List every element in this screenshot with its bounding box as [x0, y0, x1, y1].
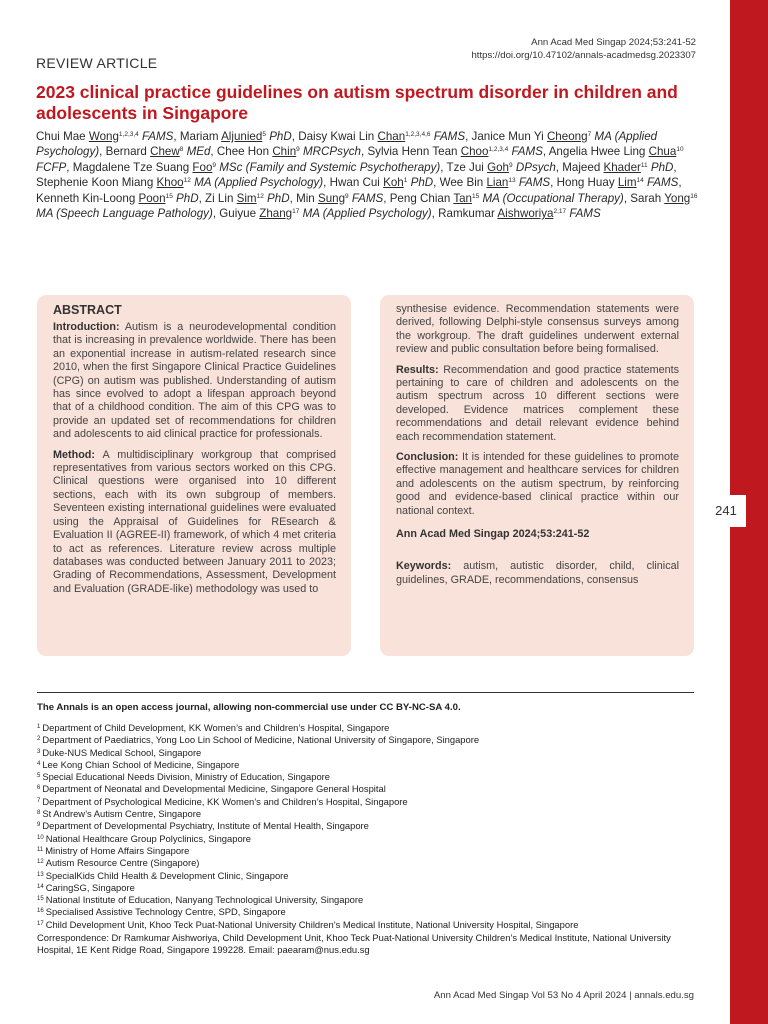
author-surname[interactable]: Chew: [150, 145, 180, 159]
author-degree: FAMS: [643, 176, 679, 190]
affiliation-item: [37, 734, 697, 746]
author-degree: MEd: [183, 145, 211, 159]
author-affiliation-ref: 9: [345, 192, 349, 200]
method-label: Method:: [53, 448, 95, 461]
author-entry: [298, 130, 465, 143]
author-degree: FAMS: [566, 207, 601, 221]
author-entry: [36, 130, 173, 143]
author-affiliation-ref: 16: [690, 192, 698, 200]
affiliation-number: 2: [37, 736, 41, 743]
introduction-text: Autism is a neurodevelopmental condition that is increasing in prevalence worldwide. There has been an exponential increase in autism-related research since 2010, when the first Singapore Clinical Practice Guidelines (CPG) on autism was published. Understanding of autism has since evolved to adopt a lifespan approach beyond that of a childhood condition. The aim of this CPG was to provide an updated set of recommendations for children and adolescents to aid clinical practice for professionals.: [53, 321, 337, 441]
author-affiliation-ref: 10: [676, 146, 684, 154]
abstract-introduction: [53, 321, 336, 442]
author-surname[interactable]: Wong: [88, 130, 119, 143]
affiliation-text: SpecialKids Child Health & Development Clinic, Singapore: [45, 869, 289, 881]
affiliation-text: Department of Neonatal and Developmental Medicine, Singapore General Hospital: [42, 783, 386, 795]
abstract-citation: Ann Acad Med Singap 2024;53:241-52: [396, 528, 590, 541]
abstract-box-right: [380, 295, 694, 656]
author-entry: [217, 145, 361, 158]
author-degree: PhD: [263, 191, 290, 205]
author-given-name: Wee Bin: [439, 176, 487, 190]
author-degree: MA (Applied Psychology): [299, 207, 432, 221]
affiliation-number: 7: [37, 797, 41, 804]
author-entry: [367, 145, 542, 158]
affiliation-number: 14: [37, 883, 44, 890]
affiliation-number: 1: [37, 724, 41, 730]
abstract-results: [396, 364, 679, 444]
author-given-name: Stephenie Koon Miang: [36, 176, 157, 190]
method-text: A multidisciplinary workgroup that comprised representatives from various sectors worked on this CPG. Clinical questions were organised into 10 different sections, each with its own subgroup of members. Seventeen existing international guidelines were evaluated using the Appraisal of Guidelines for REsearch & Evaluation II (AGREE-II) framework, of which 4 met criteria to act as references. Literature review across multiple databases was conducted between January 2011 to 2023; Grading of Recommendations, Assessment, Development and Evaluation (GRADE-like) methodology was used to: [53, 448, 337, 595]
author-degree: MA (Applied Psychology): [36, 130, 658, 159]
author-entry: [180, 130, 292, 143]
author-given-name: Sylvia Henn Tean: [367, 145, 461, 159]
affiliation-number: 15: [37, 896, 44, 903]
author-affiliation-ref: 15: [165, 192, 173, 200]
affiliation-text: Specialised Assistive Technology Centre, SPD, Singapore: [45, 906, 286, 918]
author-given-name: Tze Jui: [446, 160, 488, 174]
affiliation-number: 13: [37, 871, 44, 878]
author-given-name: Janice Mun Yi: [471, 130, 547, 143]
author-given-name: Ramkumar: [438, 207, 498, 221]
author-surname[interactable]: Chua: [648, 145, 677, 159]
affiliation-item: [37, 722, 697, 734]
author-surname[interactable]: Aishworiya: [497, 207, 554, 221]
affiliation-text: CaringSG, Singapore: [45, 881, 135, 893]
affiliation-text: Department of Paediatrics, Yong Loo Lin School of Medicine, National University of Singapore, Singapore: [42, 734, 480, 746]
affiliation-item: [37, 796, 697, 808]
affiliation-number: 5: [37, 773, 41, 780]
author-surname[interactable]: Cheong: [546, 130, 588, 143]
author-affiliation-ref: 9: [296, 146, 300, 154]
affiliation-item: [37, 882, 697, 894]
author-surname[interactable]: Sung: [317, 191, 346, 205]
author-affiliation-ref: 1: [403, 177, 408, 185]
author-list: Chui Mae Wong$^{1,2,3,4}$ FAMS, Mariam Aljunied$^5$ PhD, Daisy Kwai Lin Chan$^{1,2,3,4,6}$ FAMS, Janice Mun Yi Cheong$^7$ MA (Applied Psychology), Bernard Chew$^8$ MEd, Chee Hon Chin$^9$ MRCPsych, Sylvia Henn Tean Choo$^{1,2,3,4}$ FAMS, Angelia Hwee Ling Chua$^{10}$ FCFP, Magdalene Tze Suang Foo$^9$ MSc (Family and Systemic Psychotherapy), Tze Jui Goh$^9$ DPsych, Majeed Khader$^{11}$ PhD, Stephenie Koon Miang Khoo$^{12}$ MA (Applied Psychology), Hwan Cui Koh$^1$ PhD, Wee Bin Lian$^{13}$ FAMS, Hong Huay Lim$^{14}$ FAMS, Kenneth Kin-Loong Poon$^{15}$ PhD, Zi Lin Sim$^{12}$ PhD, Min Sung$^9$ FAMS, Peng Chian Tan$^{15}$ MA (Occupational Therapy), Sarah Yong$^{16}$ MA (Speech Language Pathology), Guiyue Zhang$^{17}$ MA (Applied Psychology), Ramkumar Aishworiya$^{2,17}$ FAMS: [36, 130, 698, 221]
correspondence: Correspondence: Dr Ramkumar Aishworiya, Child Development Unit, Khoo Teck Puat-National University Children’s Medical Institute, National University Hospital, 1E Kent Ridge Road, Singapore 199228. Email: paearam@nus.edu.sg: [37, 932, 671, 956]
author-given-name: Sarah: [630, 191, 665, 205]
author-surname[interactable]: Sim: [236, 191, 257, 205]
affiliation-item: [37, 833, 697, 845]
author-surname[interactable]: Poon: [138, 191, 166, 205]
author-affiliation-ref: 12: [256, 192, 264, 200]
affiliation-item: [37, 870, 697, 882]
author-affiliation-ref: 1,2,3,4: [488, 146, 509, 154]
author-affiliation-ref: 11: [640, 161, 648, 169]
affiliation-text: Department of Developmental Psychiatry, Institute of Mental Health, Singapore: [42, 820, 369, 832]
results-text: Recommendation and good practice statements pertaining to care of children and adolescents on the autism spectrum across 10 different sections were developed. Evidence matrices complement these recommendations and detail relevant evidence behind each recommendation statement.: [396, 363, 679, 443]
author-surname[interactable]: Choo: [460, 145, 489, 159]
author-given-name: Hong Huay: [556, 176, 618, 190]
author-entry: [205, 192, 290, 205]
author-entry: [446, 161, 555, 174]
affiliation-text: Child Development Unit, Khoo Teck Puat-National University Children’s Medical Institute, National University Hospital, Singapore: [45, 918, 579, 930]
header-citation-block: [471, 36, 696, 62]
author-degree: MA (Applied Psychology): [190, 176, 324, 190]
affiliation-number: 6: [37, 785, 41, 792]
author-affiliation-ref: 5: [262, 131, 266, 138]
affiliation-text: Lee Kong Chian School of Medicine, Singapore: [42, 758, 240, 770]
author-degree: PhD: [647, 160, 674, 174]
conclusion-text: It is intended for these guidelines to promote effective management and healthcare services for children and adolescents on the autism spectrum, by reinforcing good and evidence-based clinical practice within our national context.: [396, 451, 679, 517]
author-degree: PhD: [407, 176, 434, 190]
author-entry: [36, 176, 323, 189]
license-note: The Annals is an open access journal, allowing non-commercial use under CC BY-NC-SA 4.0.: [37, 702, 461, 713]
author-entry: [330, 176, 434, 189]
author-entry: [296, 192, 383, 205]
divider: [37, 692, 694, 693]
affiliation-item: [37, 783, 697, 795]
affiliation-item: [37, 906, 697, 918]
affiliation-item: [37, 759, 697, 771]
article-title: 2023 clinical practice guidelines on autism spectrum disorder in children and adolescents in Singapore: [36, 82, 678, 123]
author-affiliation-ref: 1,2,3,4,6: [405, 131, 431, 138]
author-entry: [73, 161, 441, 174]
author-given-name: Bernard: [105, 145, 151, 159]
author-entry: [440, 176, 551, 189]
abstract-method: [53, 449, 336, 596]
author-affiliation-ref: 15: [472, 192, 480, 200]
author-affiliation-ref: 2,17: [553, 208, 567, 216]
affiliation-number: 11: [37, 846, 44, 853]
affiliation-number: 8: [37, 810, 41, 817]
abstract-keywords: [396, 560, 679, 587]
author-entry: [219, 207, 431, 220]
author-degree: FAMS: [430, 130, 466, 143]
author-entry: [36, 192, 199, 205]
doi-link[interactable]: https://doi.org/10.47102/annals-acadmedsg.2023307: [471, 50, 696, 61]
abstract-conclusion: [396, 451, 679, 518]
conclusion-label: Conclusion:: [396, 451, 459, 464]
author-given-name: Zi Lin: [205, 191, 237, 205]
author-degree: FCFP: [36, 160, 67, 174]
author-entry: [390, 192, 624, 205]
affiliation-item: [37, 820, 697, 832]
author-given-name: Min: [296, 191, 318, 205]
page-number: 241: [706, 495, 746, 527]
author-affiliation-ref: 9: [212, 161, 217, 169]
affiliation-number: 17: [37, 920, 44, 927]
author-given-name: Mariam: [179, 130, 222, 143]
author-surname[interactable]: Goh: [487, 160, 509, 174]
author-degree: MSc (Family and Systemic Psychotherapy): [216, 160, 441, 174]
author-surname[interactable]: Foo: [192, 160, 213, 174]
affiliation-number: 16: [37, 908, 44, 915]
author-degree: FAMS: [138, 130, 174, 143]
affiliation-text: National Institute of Education, Nanyang Technological University, Singapore: [45, 894, 364, 906]
journal-footer: Ann Acad Med Singap Vol 53 No 4 April 2024 | annals.edu.sg: [433, 990, 694, 1001]
author-given-name: Hwan Cui: [329, 176, 384, 190]
affiliation-list: [37, 722, 697, 931]
author-affiliation-ref: 1,2,3,4: [118, 131, 139, 138]
affiliation-text: Autism Resource Centre (Singapore): [45, 857, 200, 869]
affiliation-item: [37, 771, 697, 783]
affiliation-item: [37, 919, 697, 931]
author-degree: MRCPsych: [299, 145, 361, 159]
results-label: Results:: [396, 363, 439, 376]
author-surname[interactable]: Aljunied: [221, 130, 263, 143]
author-surname[interactable]: Khader: [603, 160, 641, 174]
affiliation-text: Department of Child Development, KK Women’s and Children’s Hospital, Singapore: [42, 722, 390, 733]
affiliation-text: St Andrew’s Autism Centre, Singapore: [42, 808, 202, 820]
author-surname[interactable]: Koh: [383, 176, 404, 190]
abstract-method-continued: synthesise evidence. Recommendation statements were derived, following Delphi-style consensus surveys among the workgroup. The draft guidelines underwent external review and public consultation before being formalised.: [396, 303, 679, 356]
author-affiliation-ref: 8: [179, 146, 184, 154]
affiliation-item: [37, 808, 697, 820]
author-affiliation-ref: 7: [587, 131, 592, 138]
affiliation-text: Duke-NUS Medical School, Singapore: [42, 746, 202, 758]
author-entry: [562, 161, 673, 174]
affiliation-text: Department of Psychological Medicine, KK Women’s and Children’s Hospital, Singapore: [42, 795, 408, 807]
author-surname[interactable]: Yong: [664, 191, 691, 205]
author-degree: PhD: [172, 191, 199, 205]
author-surname[interactable]: Chan: [377, 130, 406, 143]
author-surname[interactable]: Lim: [617, 176, 637, 190]
affiliation-item: [37, 894, 697, 906]
abstract-box-left: [37, 295, 351, 656]
author-entry: [106, 145, 211, 158]
author-affiliation-ref: 12: [183, 177, 191, 185]
header-citation: Ann Acad Med Singap 2024;53:241-52: [531, 37, 696, 48]
author-given-name: Angelia Hwee Ling: [548, 145, 649, 159]
author-affiliation-ref: 14: [636, 177, 644, 185]
author-given-name: Peng Chian: [389, 191, 454, 205]
affiliation-number: 12: [37, 859, 44, 866]
affiliation-text: Ministry of Home Affairs Singapore: [45, 844, 190, 856]
author-given-name: Magdalene Tze Suang: [72, 160, 193, 174]
author-affiliation-ref: 9: [509, 161, 513, 169]
keywords-label: Keywords:: [396, 560, 452, 573]
author-degree: FAMS: [515, 176, 551, 190]
affiliation-number: 9: [37, 822, 41, 829]
author-surname[interactable]: Chin: [272, 145, 297, 159]
affiliation-text: National Healthcare Group Polyclinics, Singapore: [45, 832, 252, 844]
affiliation-number: 10: [37, 834, 44, 841]
section-label: REVIEW ARTICLE: [36, 55, 158, 71]
author-degree: MA (Speech Language Pathology): [36, 207, 213, 221]
abstract-heading: ABSTRACT: [53, 303, 122, 317]
keywords-text: autism, autistic disorder, child, clinical guidelines, GRADE, recommendations, consensus: [396, 560, 680, 586]
author-surname[interactable]: Lian: [486, 176, 509, 190]
affiliation-number: 3: [37, 748, 41, 755]
author-affiliation-ref: 13: [508, 177, 516, 185]
author-surname[interactable]: Tan: [453, 191, 473, 205]
author-affiliation-ref: 17: [292, 208, 300, 216]
author-entry: [557, 176, 679, 189]
author-surname[interactable]: Zhang: [259, 207, 293, 221]
author-given-name: Chee Hon: [216, 145, 273, 159]
author-given-name: Guiyue: [219, 207, 260, 221]
author-degree: FAMS: [348, 191, 384, 205]
author-entry: [438, 207, 601, 220]
introduction-label: Introduction:: [53, 321, 120, 333]
author-given-name: Daisy Kwai Lin: [298, 130, 378, 143]
affiliation-text: Special Educational Needs Division, Ministry of Education, Singapore: [42, 771, 330, 783]
affiliation-number: 4: [37, 760, 41, 767]
author-given-name: Majeed: [562, 160, 604, 174]
author-degree: PhD: [265, 130, 292, 143]
affiliation-item: [37, 747, 697, 759]
author-degree: DPsych: [512, 160, 556, 174]
affiliation-item: [37, 857, 697, 869]
author-degree: MA (Occupational Therapy): [479, 191, 624, 205]
author-surname[interactable]: Khoo: [156, 176, 184, 190]
author-degree: FAMS: [508, 145, 543, 159]
author-given-name: Chui Mae: [36, 130, 89, 143]
author-given-name: Kenneth Kin-Loong: [36, 191, 139, 205]
affiliation-item: [37, 845, 697, 857]
